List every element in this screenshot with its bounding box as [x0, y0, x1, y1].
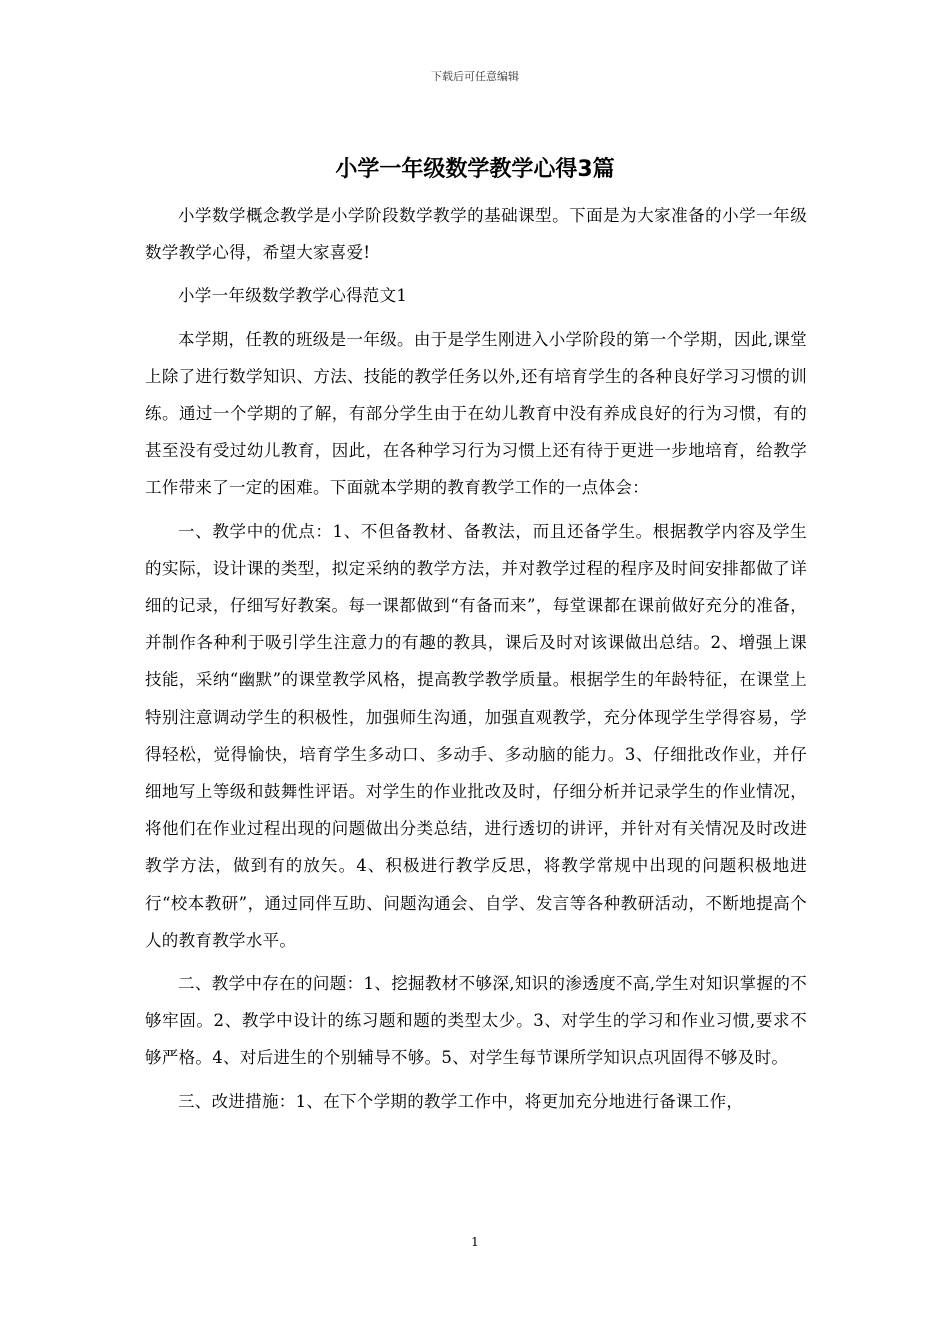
paragraph-strengths: 一、教学中的优点：1、不但备教材、备教法，而且还备学生。根据教学内容及学生的实际，设计课的类型，拟定采纳的教学方法，并对教学过程的程序及时间安排都做了详细的记录，仔细写好教案。每一课都做到“有备而来”，每堂课都在课前做好充分的准备，并制作各种利于吸引学生注意力的有趣的教具，课后及时对该课做出总结。2、增强上课技能，采纳“幽默”的课堂教学风格，提高教学教学质量。根据学生的年龄特征，在课堂上特别注意调动学生的积极性，加强师生沟通，加强直观教学，充分体现学生学得容易，学得轻松，觉得愉快，培育学生多动口、多动手、多动脑的能力。3、仔细批改作业，并仔细地写上等级和鼓舞性评语。对学生的作业批改及时，仔细分析并记录学生的作业情况，将他们在作业过程出现的问题做出分类总结，进行透切的讲评，并针对有关情况及时改进教学方法，做到有的放矢。4、积极进行教学反思，将教学常规中出现的问题积极地进行“校本教研”，通过同伴互助、问题沟通会、自学、发言等各种教研活动，不断地提高个人的教育教学水平。 [145, 521, 807, 950]
paragraph-section-heading: 小学一年级数学教学心得范文1 [178, 286, 408, 306]
page-number: 1 [471, 1235, 479, 1249]
paragraph-intro: 小学数学概念教学是小学阶段数学教学的基础课型。下面是为大家准备的小学一年级数学教学心得，希望大家喜爱! [145, 206, 807, 263]
paragraph-problems: 二、教学中存在的问题：1、挖掘教材不够深,知识的渗透度不高,学生对知识掌握的不够牢固。2、教学中设计的练习题和题的类型太少。3、对学生的学习和作业习惯,要求不够严格。4、对后进生的个别辅导不够。5、对学生每节课所学知识点巩固得不够及时。 [145, 974, 807, 1068]
document-title: 小学一年级数学教学心得3篇 [335, 157, 615, 182]
document-body [145, 197, 807, 1120]
paragraph-semester-summary: 本学期，任教的班级是一年级。由于是学生刚进入小学阶段的第一个学期，因此,课堂上除了进行数学知识、方法、技能的教学任务以外,还有培育学生的各种良好学习习惯的训练。通过一个学期的了解，有部分学生由于在幼儿教育中没有养成良好的行为习惯，有的甚至没有受过幼儿教育，因此，在各种学习行为习惯上还有待于更进一步地培育，给教学工作带来了一定的困难。下面就本学期的教育教学工作的一点体会： [145, 329, 807, 498]
header-note: 下载后可任意编辑 [431, 70, 519, 83]
paragraph-improvements: 三、改进措施：1、在下个学期的教学工作中，将更加充分地进行备课工作， [178, 1091, 744, 1111]
